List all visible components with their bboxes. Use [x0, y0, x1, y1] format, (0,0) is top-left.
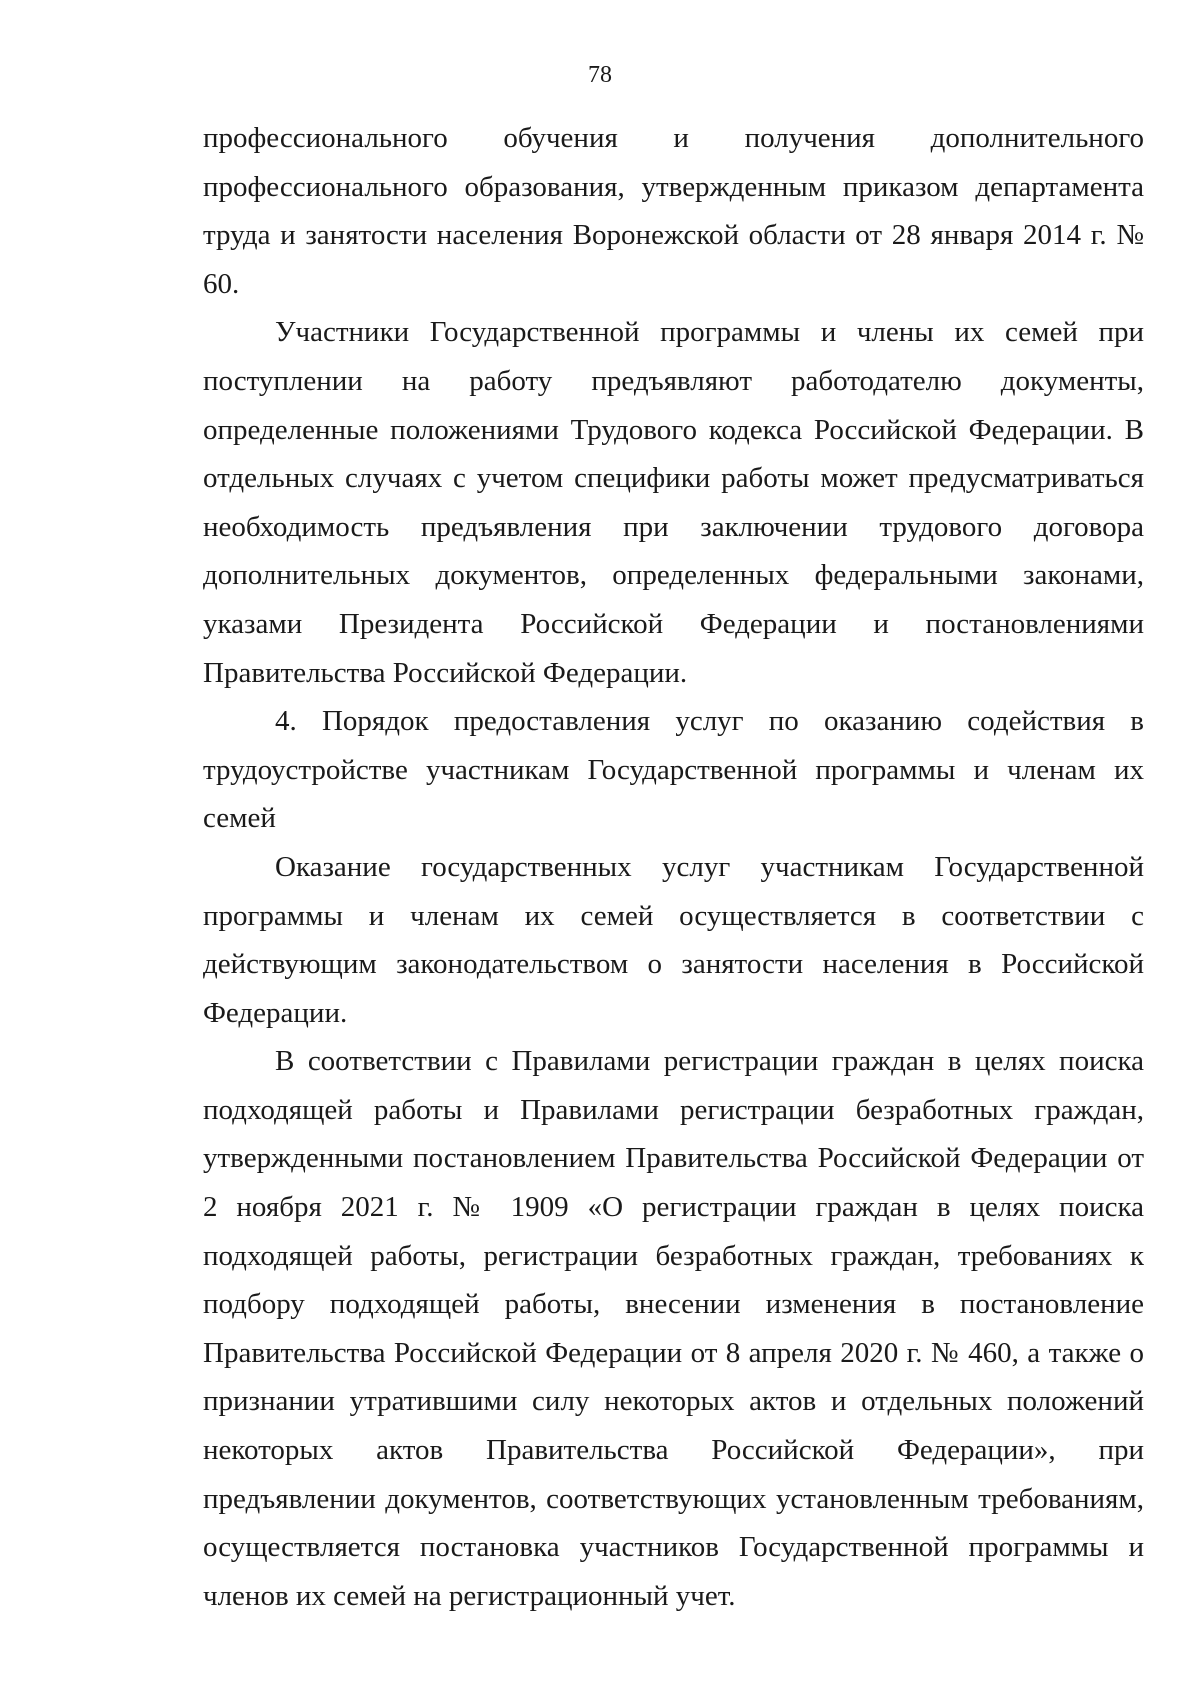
paragraph-training-continuation: профессионального обучения и получения дополнительного профессионального образования, утвержденным приказом департамента труда и занятости населения Воронежской области от 28 января 2014 г. № 60. — [203, 122, 1144, 300]
paragraph-employment-documents: Участники Государственной программы и члены их семей при поступлении на работу предъявляют работодателю документы, определенные положениями Трудового кодекса Российской Федерации. В отдельных случаях с учетом специфики работы может предусматриваться необходимость предъявления при заключении трудового договора дополнительных документов, определенных федеральными законами, указами Президента Российской Федерации и постановлениями Правительства Российской Федерации. — [203, 316, 1144, 689]
paragraph-registration-rules: В соответствии с Правилами регистрации граждан в целях поиска подходящей работы и Правилами регистрации безработных граждан, утвержденными постановлением Правительства Российской Федерации от 2 ноября 2021 г. № 1909 «О регистрации граждан в целях поиска подходящей работы, регистрации безработных граждан, требованиях к подбору подходящей работы, внесении изменения в постановление Правительства Российской Федерации от 8 апреля 2020 г. № 460, а также о признании утратившими силу некоторых актов и отдельных положений некоторых актов Правительства Российской Федерации», при предъявлении документов, соответствующих установленным требованиям, осуществляется постановка участников Государственной программы и членов их семей на регистрационный учет. — [203, 1045, 1144, 1612]
document-body — [203, 114, 1144, 1620]
page-number: 78 — [588, 62, 612, 88]
section-heading-employment-assistance: 4. Порядок предоставления услуг по оказанию содействия в трудоустройстве участникам Государственной программы и членам их семей — [203, 705, 1144, 835]
paragraph-state-services: Оказание государственных услуг участникам Государственной программы и членам их семей осуществляется в соответствии с действующим законодательством о занятости населения в Российской Федерации. — [203, 850, 1144, 1029]
